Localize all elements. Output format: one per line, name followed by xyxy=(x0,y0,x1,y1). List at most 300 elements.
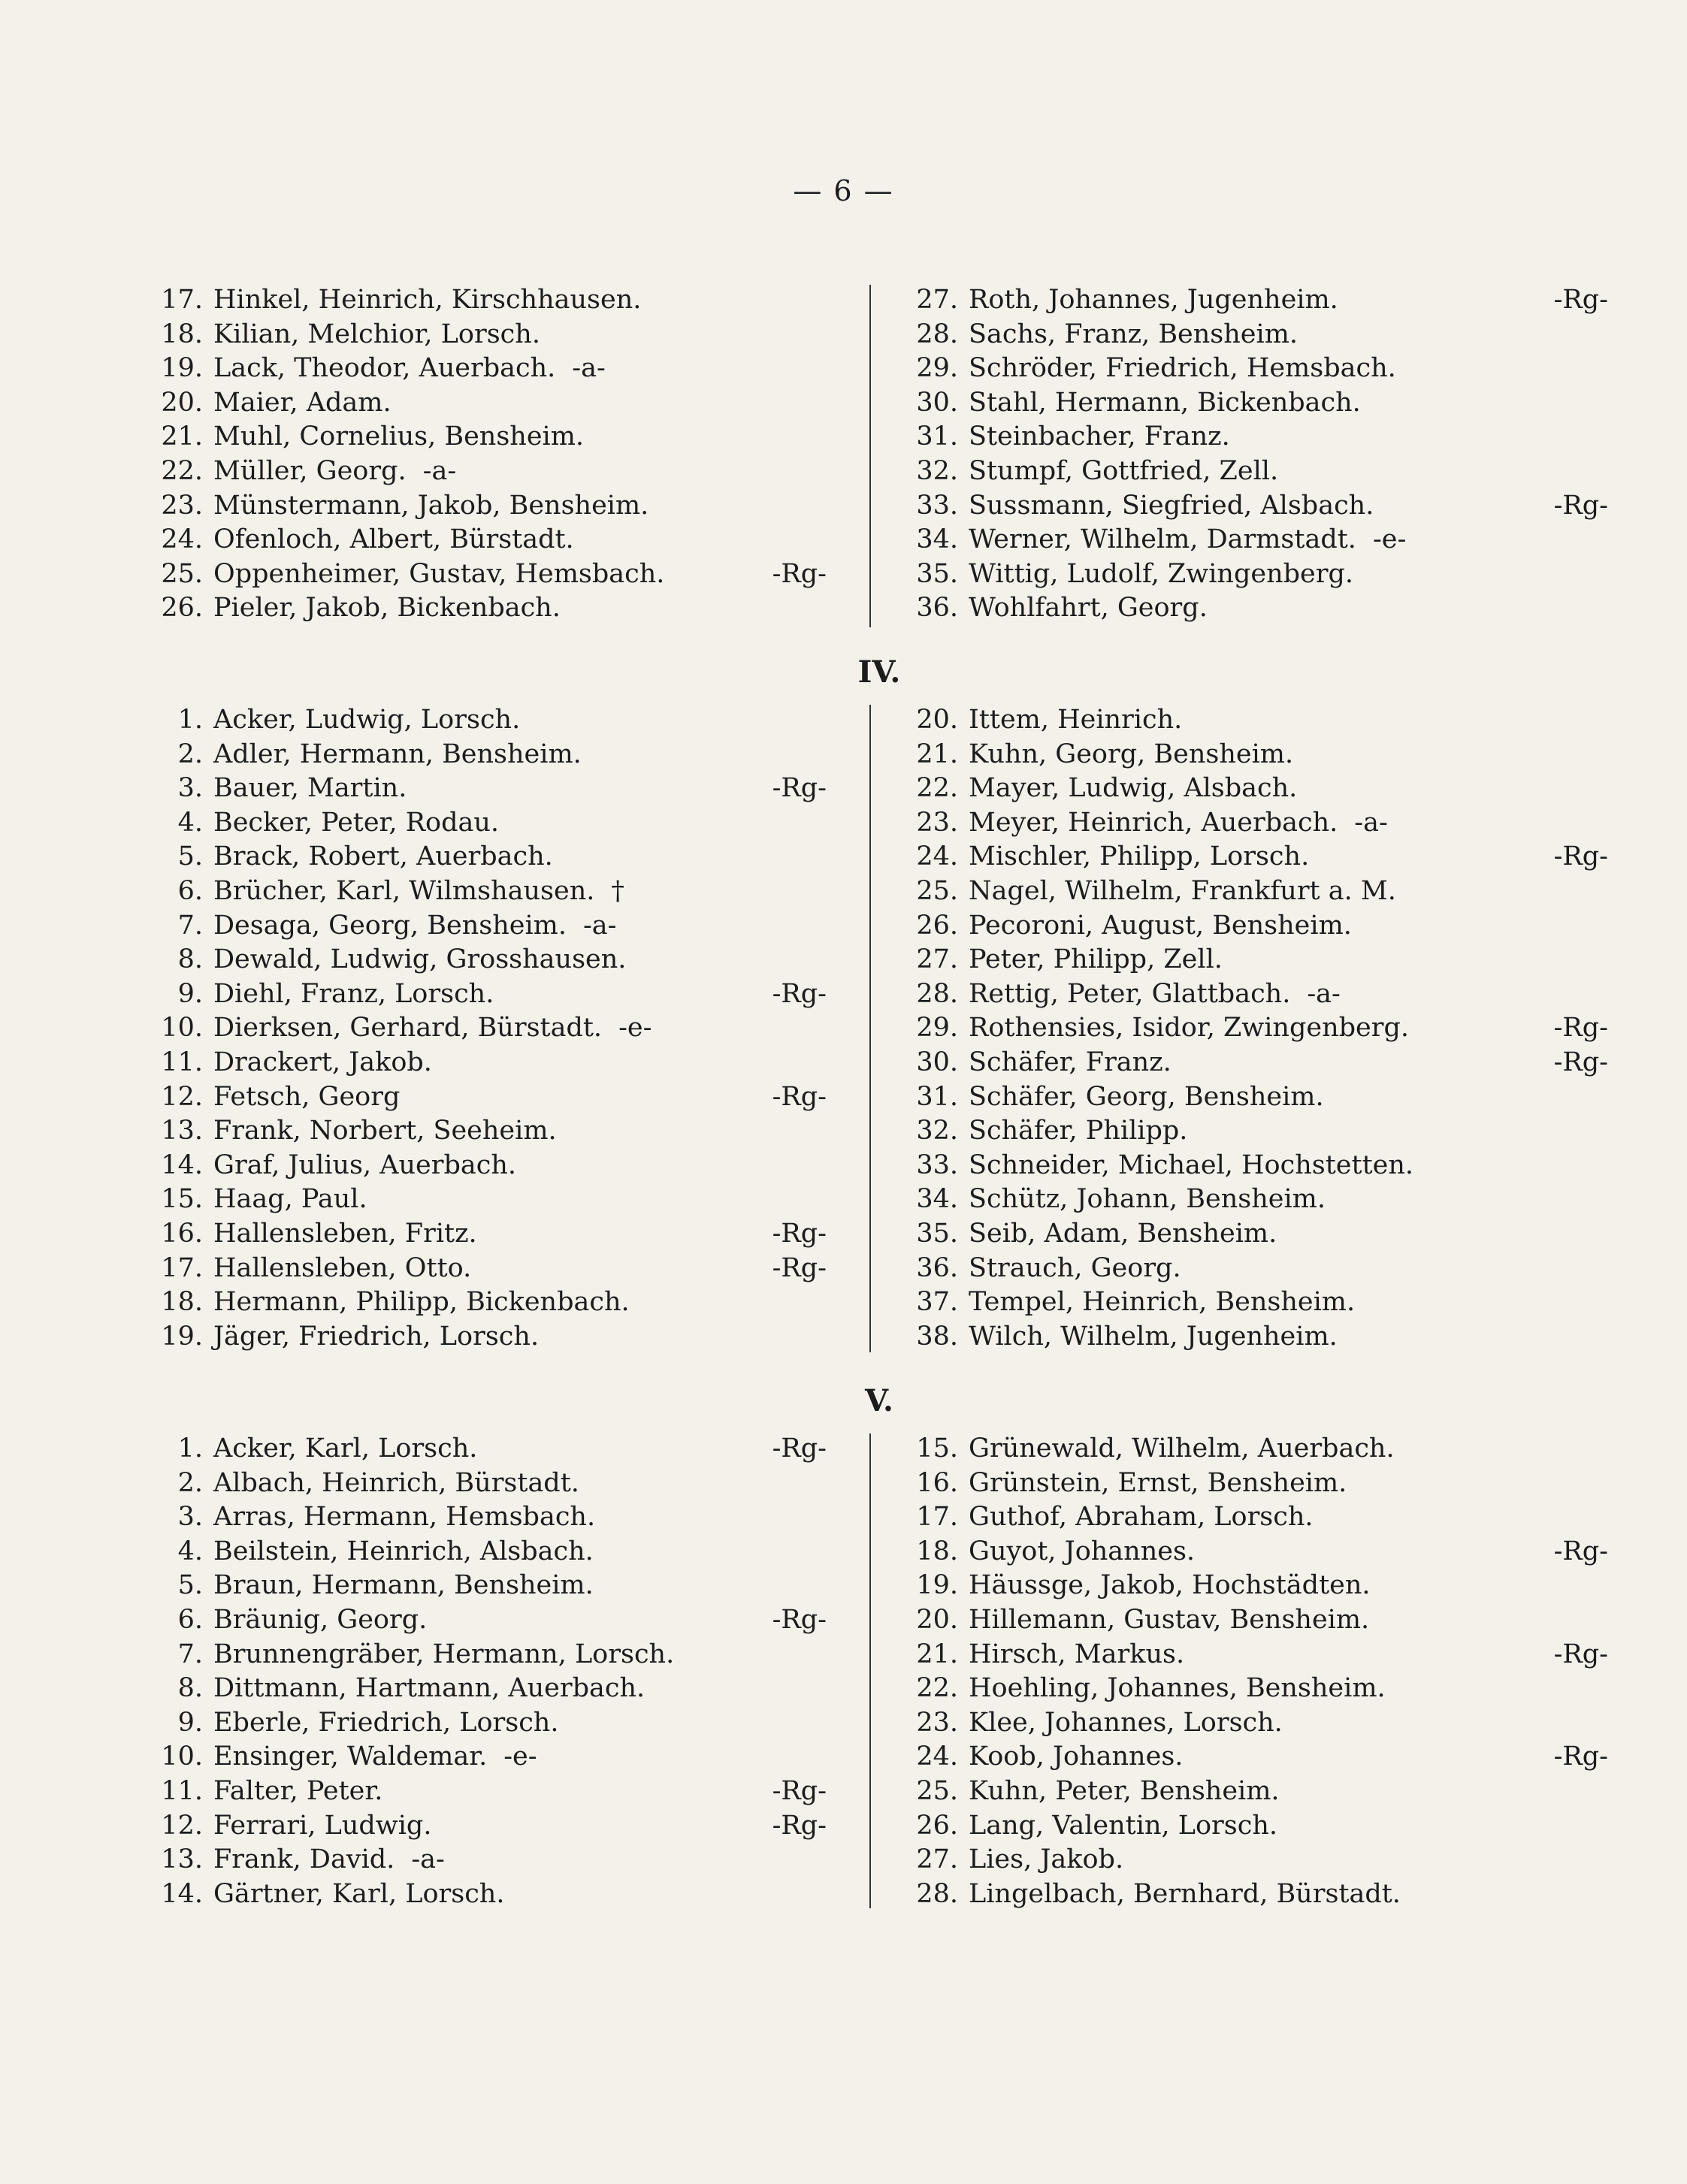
entry-mark: -Rg- xyxy=(772,773,827,804)
entry-number: 21. xyxy=(916,739,958,769)
list-item xyxy=(905,909,1608,944)
entry-name: Oppenheimer, Gustav, Hemsbach. xyxy=(213,558,665,589)
list-item xyxy=(905,1320,1608,1355)
list-item xyxy=(150,875,827,909)
entry-name: Dittmann, Hartmann, Auerbach. xyxy=(213,1673,645,1704)
list-item xyxy=(150,318,827,352)
entry-name: Becker, Peter, Rodau. xyxy=(213,807,500,838)
entry-name: Sussmann, Siegfried, Alsbach. xyxy=(969,490,1374,521)
list-item xyxy=(905,489,1608,524)
entry-name: Fetsch, Georg xyxy=(213,1081,401,1112)
entry-name: Münstermann, Jakob, Bensheim. xyxy=(213,490,649,521)
list-item xyxy=(150,1809,827,1844)
list-item xyxy=(905,1217,1608,1252)
entry-name: Schneider, Michael, Hochstetten. xyxy=(969,1149,1414,1180)
entry-name: Lies, Jakob. xyxy=(969,1844,1124,1875)
list-item xyxy=(905,523,1608,557)
entry-number: 5. xyxy=(177,1570,203,1601)
list-item xyxy=(905,1114,1608,1149)
entry-number: 5. xyxy=(177,841,203,872)
entry-number: 17. xyxy=(161,1252,203,1283)
entry-number: 37. xyxy=(916,1287,958,1318)
section-heading: V. xyxy=(865,1383,893,1418)
entry-name: Hoehling, Johannes, Bensheim. xyxy=(969,1673,1386,1704)
list-item xyxy=(150,1467,827,1501)
list-item xyxy=(905,703,1608,738)
list-item xyxy=(905,977,1608,1012)
entry-number: 4. xyxy=(177,807,203,838)
entry-name: Wohlfahrt, Georg. xyxy=(969,593,1208,624)
list-item xyxy=(905,1638,1608,1672)
entry-mark: -a- xyxy=(582,910,617,941)
list-item xyxy=(150,489,827,524)
list-item xyxy=(905,1432,1608,1467)
entry-name: Klee, Johannes, Lorsch. xyxy=(969,1707,1283,1738)
list-item xyxy=(905,283,1608,318)
entry-name: Wilch, Wilhelm, Jugenheim. xyxy=(969,1321,1338,1352)
entry-number: 3. xyxy=(177,1502,203,1533)
entry-name: Kuhn, Georg, Bensheim. xyxy=(969,739,1294,769)
entry-mark: -Rg- xyxy=(772,1081,827,1112)
entry-name: Diehl, Franz, Lorsch. xyxy=(213,978,494,1009)
entry-name: Dierksen, Gerhard, Bürstadt. xyxy=(213,1013,603,1044)
list-item xyxy=(905,1500,1608,1535)
entry-number: 23. xyxy=(916,807,958,838)
list-item xyxy=(905,1183,1608,1217)
list-item xyxy=(150,840,827,875)
list-item xyxy=(905,840,1608,875)
list-item xyxy=(905,1603,1608,1638)
entry-name: Nagel, Wilhelm, Frankfurt a. M. xyxy=(969,875,1396,906)
list-item xyxy=(905,1046,1608,1080)
entry-name: Brack, Robert, Auerbach. xyxy=(213,841,553,872)
list-item xyxy=(150,1706,827,1741)
entry-number: 17. xyxy=(916,1502,958,1533)
list-item xyxy=(150,591,827,626)
entry-name: Mayer, Ludwig, Alsbach. xyxy=(969,773,1298,804)
entry-name: Brunnengräber, Hermann, Lorsch. xyxy=(213,1639,675,1669)
entry-name: Koob, Johannes. xyxy=(969,1741,1184,1772)
entry-name: Bräunig, Georg. xyxy=(213,1604,428,1635)
right-column xyxy=(905,703,1608,1354)
entry-number: 18. xyxy=(161,1287,203,1318)
list-item xyxy=(150,1285,827,1320)
entry-name: Grünewald, Wilhelm, Auerbach. xyxy=(969,1433,1395,1464)
entry-mark: -a- xyxy=(411,1844,445,1875)
right-column xyxy=(905,1432,1608,1911)
entry-name: Kilian, Melchior, Lorsch. xyxy=(213,319,540,349)
section-heading: IV. xyxy=(857,654,901,690)
list-item xyxy=(905,1672,1608,1706)
entry-name: Guthof, Abraham, Lorsch. xyxy=(969,1502,1314,1533)
entry-number: 14. xyxy=(161,1878,203,1909)
entry-number: 30. xyxy=(916,387,958,418)
entry-name: Pecoroni, August, Bensheim. xyxy=(969,910,1352,941)
entry-number: 18. xyxy=(161,319,203,349)
entry-name: Hinkel, Heinrich, Kirschhausen. xyxy=(213,285,642,315)
entry-mark: -Rg- xyxy=(772,1252,827,1283)
entry-number: 24. xyxy=(916,841,958,872)
entry-number: 26. xyxy=(916,910,958,941)
entry-number: 9. xyxy=(177,978,203,1009)
entry-name: Hirsch, Markus. xyxy=(969,1639,1185,1669)
entry-number: 26. xyxy=(161,593,203,624)
entry-name: Acker, Ludwig, Lorsch. xyxy=(213,705,521,735)
entry-name: Braun, Hermann, Bensheim. xyxy=(213,1570,594,1601)
entry-number: 19. xyxy=(161,353,203,384)
list-item xyxy=(150,1877,827,1912)
list-item xyxy=(905,738,1608,772)
entry-number: 2. xyxy=(177,1467,203,1498)
entry-number: 23. xyxy=(916,1707,958,1738)
list-item xyxy=(905,591,1608,626)
entry-number: 31. xyxy=(916,1081,958,1112)
list-item xyxy=(150,523,827,557)
entry-mark: -Rg- xyxy=(1553,490,1608,521)
entry-number: 24. xyxy=(916,1741,958,1772)
entry-name: Frank, Norbert, Seeheim. xyxy=(213,1116,557,1146)
entry-name: Eberle, Friedrich, Lorsch. xyxy=(213,1707,559,1738)
entry-name: Seib, Adam, Bensheim. xyxy=(969,1218,1277,1249)
entry-number: 20. xyxy=(161,387,203,418)
entry-number: 27. xyxy=(916,285,958,315)
column-divider xyxy=(869,705,871,1352)
entry-name: Desaga, Georg, Bensheim. xyxy=(213,910,567,941)
entry-name: Guyot, Johannes. xyxy=(969,1536,1196,1566)
entry-number: 25. xyxy=(916,1775,958,1806)
list-item xyxy=(150,1432,827,1467)
entry-number: 22. xyxy=(916,773,958,804)
entry-number: 7. xyxy=(177,910,203,941)
entry-name: Meyer, Heinrich, Auerbach. xyxy=(969,807,1338,838)
entry-number: 27. xyxy=(916,944,958,975)
entry-name: Schröder, Friedrich, Hemsbach. xyxy=(969,353,1396,384)
list-item xyxy=(150,1569,827,1603)
entry-name: Bauer, Martin. xyxy=(213,773,407,804)
left-column xyxy=(150,1432,827,1911)
entry-mark: -Rg- xyxy=(772,978,827,1009)
entry-name: Adler, Hermann, Bensheim. xyxy=(213,739,582,769)
entry-name: Acker, Karl, Lorsch. xyxy=(213,1433,478,1464)
entry-mark: -Rg- xyxy=(1553,1013,1608,1044)
entry-name: Lang, Valentin, Lorsch. xyxy=(969,1810,1278,1841)
entry-number: 20. xyxy=(916,705,958,735)
column-divider xyxy=(869,1433,871,1908)
section-v xyxy=(150,1382,1608,1923)
entry-name: Tempel, Heinrich, Bensheim. xyxy=(969,1287,1356,1318)
list-item xyxy=(150,1046,827,1080)
entry-number: 15. xyxy=(916,1433,958,1464)
entry-number: 35. xyxy=(916,558,958,589)
entry-number: 11. xyxy=(161,1047,203,1077)
entry-name: Schäfer, Franz. xyxy=(969,1047,1172,1077)
list-item xyxy=(150,557,827,592)
entry-number: 34. xyxy=(916,524,958,555)
list-item xyxy=(150,943,827,977)
entry-number: 36. xyxy=(916,593,958,624)
entry-name: Arras, Hermann, Hemsbach. xyxy=(213,1502,596,1533)
list-item xyxy=(905,1809,1608,1844)
list-item xyxy=(150,1011,827,1046)
entry-number: 18. xyxy=(916,1536,958,1566)
entry-number: 20. xyxy=(916,1604,958,1635)
entry-mark: -e- xyxy=(503,1741,537,1772)
entry-number: 25. xyxy=(916,875,958,906)
list-item xyxy=(905,318,1608,352)
list-item xyxy=(905,1252,1608,1286)
list-item xyxy=(150,1149,827,1183)
list-item xyxy=(905,386,1608,421)
entry-name: Schäfer, Georg, Bensheim. xyxy=(969,1081,1324,1112)
entry-number: 38. xyxy=(916,1321,958,1352)
entry-name: Hallensleben, Fritz. xyxy=(213,1218,477,1249)
entry-number: 6. xyxy=(177,875,203,906)
entry-number: 35. xyxy=(916,1218,958,1249)
entry-number: 16. xyxy=(161,1218,203,1249)
entry-name: Hallensleben, Otto. xyxy=(213,1252,472,1283)
entry-name: Peter, Philipp, Zell. xyxy=(969,944,1223,975)
entry-mark: -Rg- xyxy=(1553,1639,1608,1669)
entry-number: 12. xyxy=(161,1081,203,1112)
entry-mark: † xyxy=(611,875,624,906)
entry-number: 25. xyxy=(161,558,203,589)
entry-name: Ensinger, Waldemar. xyxy=(213,1741,488,1772)
entry-number: 8. xyxy=(177,1673,203,1704)
list-item xyxy=(905,1467,1608,1501)
entry-name: Hermann, Philipp, Bickenbach. xyxy=(213,1287,630,1318)
list-item xyxy=(150,977,827,1012)
list-item xyxy=(150,703,827,738)
entry-name: Müller, Georg. xyxy=(213,455,407,486)
entry-name: Wittig, Ludolf, Zwingenberg. xyxy=(969,558,1353,589)
entry-name: Albach, Heinrich, Bürstadt. xyxy=(213,1467,579,1498)
entry-number: 14. xyxy=(161,1149,203,1180)
entry-name: Kuhn, Peter, Bensheim. xyxy=(969,1775,1280,1806)
entry-name: Drackert, Jakob. xyxy=(213,1047,432,1077)
entry-name: Lack, Theodor, Auerbach. xyxy=(213,353,556,384)
list-item xyxy=(905,557,1608,592)
entry-name: Brücher, Karl, Wilmshausen. xyxy=(213,875,595,906)
entry-mark: -Rg- xyxy=(1553,1047,1608,1077)
entry-number: 32. xyxy=(916,1116,958,1146)
entry-number: 22. xyxy=(161,455,203,486)
entry-number: 13. xyxy=(161,1116,203,1146)
entry-number: 28. xyxy=(916,1878,958,1909)
list-item xyxy=(150,1843,827,1877)
entry-name: Roth, Johannes, Jugenheim. xyxy=(969,285,1338,315)
entry-mark: -Rg- xyxy=(772,1218,827,1249)
list-item xyxy=(905,875,1608,909)
entry-name: Frank, David. xyxy=(213,1844,395,1875)
list-item xyxy=(905,420,1608,455)
entry-name: Stahl, Hermann, Bickenbach. xyxy=(969,387,1361,418)
entry-number: 21. xyxy=(916,1639,958,1669)
entry-name: Haag, Paul. xyxy=(213,1184,367,1215)
entry-name: Ittem, Heinrich. xyxy=(969,705,1183,735)
list-item xyxy=(150,806,827,841)
entry-number: 4. xyxy=(177,1536,203,1566)
left-column xyxy=(150,703,827,1354)
right-column xyxy=(905,283,1608,626)
entry-number: 23. xyxy=(161,490,203,521)
entry-number: 10. xyxy=(161,1013,203,1044)
entry-name: Werner, Wilhelm, Darmstadt. xyxy=(969,524,1356,555)
entry-number: 30. xyxy=(916,1047,958,1077)
entry-name: Ferrari, Ludwig. xyxy=(213,1810,432,1841)
column-divider xyxy=(869,285,871,627)
list-item xyxy=(150,352,827,386)
entry-number: 29. xyxy=(916,1013,958,1044)
entry-name: Dewald, Ludwig, Grosshausen. xyxy=(213,944,627,975)
entry-name: Graf, Julius, Auerbach. xyxy=(213,1149,517,1180)
entry-number: 22. xyxy=(916,1673,958,1704)
entry-mark: -Rg- xyxy=(772,1604,827,1635)
entry-name: Grünstein, Ernst, Bensheim. xyxy=(969,1467,1347,1498)
entry-mark: -e- xyxy=(618,1013,652,1044)
entry-number: 3. xyxy=(177,773,203,804)
list-item xyxy=(150,909,827,944)
entry-name: Falter, Peter. xyxy=(213,1775,383,1806)
entry-mark: -a- xyxy=(1354,807,1388,838)
entry-name: Steinbacher, Franz. xyxy=(969,421,1230,452)
entry-number: 28. xyxy=(916,319,958,349)
entry-number: 13. xyxy=(161,1844,203,1875)
list-item xyxy=(150,1535,827,1569)
list-item xyxy=(905,943,1608,977)
entry-mark: -Rg- xyxy=(772,558,827,589)
entry-number: 29. xyxy=(916,353,958,384)
entry-number: 10. xyxy=(161,1741,203,1772)
entry-number: 27. xyxy=(916,1844,958,1875)
entry-number: 21. xyxy=(161,421,203,452)
list-item xyxy=(905,1535,1608,1569)
list-item xyxy=(150,1217,827,1252)
entry-number: 12. xyxy=(161,1810,203,1841)
entry-number: 6. xyxy=(177,1604,203,1635)
entry-number: 28. xyxy=(916,978,958,1009)
entry-number: 8. xyxy=(177,944,203,975)
list-item xyxy=(150,1775,827,1809)
list-item xyxy=(905,1706,1608,1741)
entry-mark: -a- xyxy=(1307,978,1341,1009)
entry-number: 7. xyxy=(177,1639,203,1669)
list-item xyxy=(905,1775,1608,1809)
entry-name: Rothensies, Isidor, Zwingenberg. xyxy=(969,1013,1410,1044)
list-item xyxy=(150,283,827,318)
entry-name: Häussge, Jakob, Hochstädten. xyxy=(969,1570,1371,1601)
entry-number: 1. xyxy=(177,1433,203,1464)
list-item xyxy=(905,1080,1608,1115)
list-item xyxy=(150,1252,827,1286)
entry-number: 16. xyxy=(916,1467,958,1498)
entry-name: Sachs, Franz, Bensheim. xyxy=(969,319,1299,349)
entry-number: 36. xyxy=(916,1252,958,1283)
entry-number: 32. xyxy=(916,455,958,486)
left-column xyxy=(150,283,827,626)
entry-number: 19. xyxy=(161,1321,203,1352)
page-number: — 6 — xyxy=(793,174,894,207)
entry-name: Schäfer, Philipp. xyxy=(969,1116,1188,1146)
entry-number: 11. xyxy=(161,1775,203,1806)
entry-number: 33. xyxy=(916,490,958,521)
list-item xyxy=(150,455,827,489)
list-item xyxy=(905,772,1608,806)
entry-name: Stumpf, Gottfried, Zell. xyxy=(969,455,1279,486)
entry-name: Strauch, Georg. xyxy=(969,1252,1181,1283)
list-item xyxy=(150,738,827,772)
entry-mark: -a- xyxy=(422,455,457,486)
entry-name: Pieler, Jakob, Bickenbach. xyxy=(213,593,561,624)
entry-number: 2. xyxy=(177,739,203,769)
list-item xyxy=(905,1149,1608,1183)
entry-mark: -Rg- xyxy=(1553,1741,1608,1772)
list-item xyxy=(905,1843,1608,1877)
entry-name: Hillemann, Gustav, Bensheim. xyxy=(969,1604,1370,1635)
list-item xyxy=(150,1320,827,1355)
entry-mark: -Rg- xyxy=(1553,285,1608,315)
entry-name: Lingelbach, Bernhard, Bürstadt. xyxy=(969,1878,1401,1909)
list-item xyxy=(150,386,827,421)
list-item xyxy=(905,352,1608,386)
list-item xyxy=(905,1877,1608,1912)
list-item xyxy=(905,455,1608,489)
entry-name: Schütz, Johann, Bensheim. xyxy=(969,1184,1326,1215)
entry-name: Jäger, Friedrich, Lorsch. xyxy=(213,1321,540,1352)
entry-mark: -Rg- xyxy=(772,1775,827,1806)
entry-name: Mischler, Philipp, Lorsch. xyxy=(969,841,1310,872)
entry-name: Beilstein, Heinrich, Alsbach. xyxy=(213,1536,594,1566)
entry-mark: -e- xyxy=(1372,524,1407,555)
list-item xyxy=(905,1569,1608,1603)
entry-mark: -Rg- xyxy=(772,1810,827,1841)
entry-mark: -a- xyxy=(572,353,606,384)
list-item xyxy=(150,1603,827,1638)
list-item xyxy=(150,1500,827,1535)
entry-number: 9. xyxy=(177,1707,203,1738)
entry-number: 31. xyxy=(916,421,958,452)
entry-name: Rettig, Peter, Glattbach. xyxy=(969,978,1291,1009)
entry-number: 26. xyxy=(916,1810,958,1841)
list-item xyxy=(150,1672,827,1706)
entry-number: 19. xyxy=(916,1570,958,1601)
list-item xyxy=(150,1183,827,1217)
list-item xyxy=(905,1740,1608,1775)
entry-name: Gärtner, Karl, Lorsch. xyxy=(213,1878,505,1909)
list-item xyxy=(150,772,827,806)
list-item xyxy=(150,1080,827,1115)
section-continuation xyxy=(150,283,1608,636)
list-item xyxy=(150,1638,827,1672)
section-iv xyxy=(150,654,1608,1360)
list-item xyxy=(150,1740,827,1775)
list-item xyxy=(905,1285,1608,1320)
entry-mark: -Rg- xyxy=(1553,1536,1608,1566)
list-item xyxy=(150,420,827,455)
entry-number: 24. xyxy=(161,524,203,555)
entry-mark: -Rg- xyxy=(772,1433,827,1464)
entry-number: 34. xyxy=(916,1184,958,1215)
list-item xyxy=(905,1011,1608,1046)
entry-number: 1. xyxy=(177,705,203,735)
entry-name: Muhl, Cornelius, Bensheim. xyxy=(213,421,585,452)
list-item xyxy=(905,806,1608,841)
entry-number: 15. xyxy=(161,1184,203,1215)
entry-mark: -Rg- xyxy=(1553,841,1608,872)
entry-name: Maier, Adam. xyxy=(213,387,392,418)
list-item xyxy=(150,1114,827,1149)
entry-number: 17. xyxy=(161,285,203,315)
entry-name: Ofenloch, Albert, Bürstadt. xyxy=(213,524,574,555)
